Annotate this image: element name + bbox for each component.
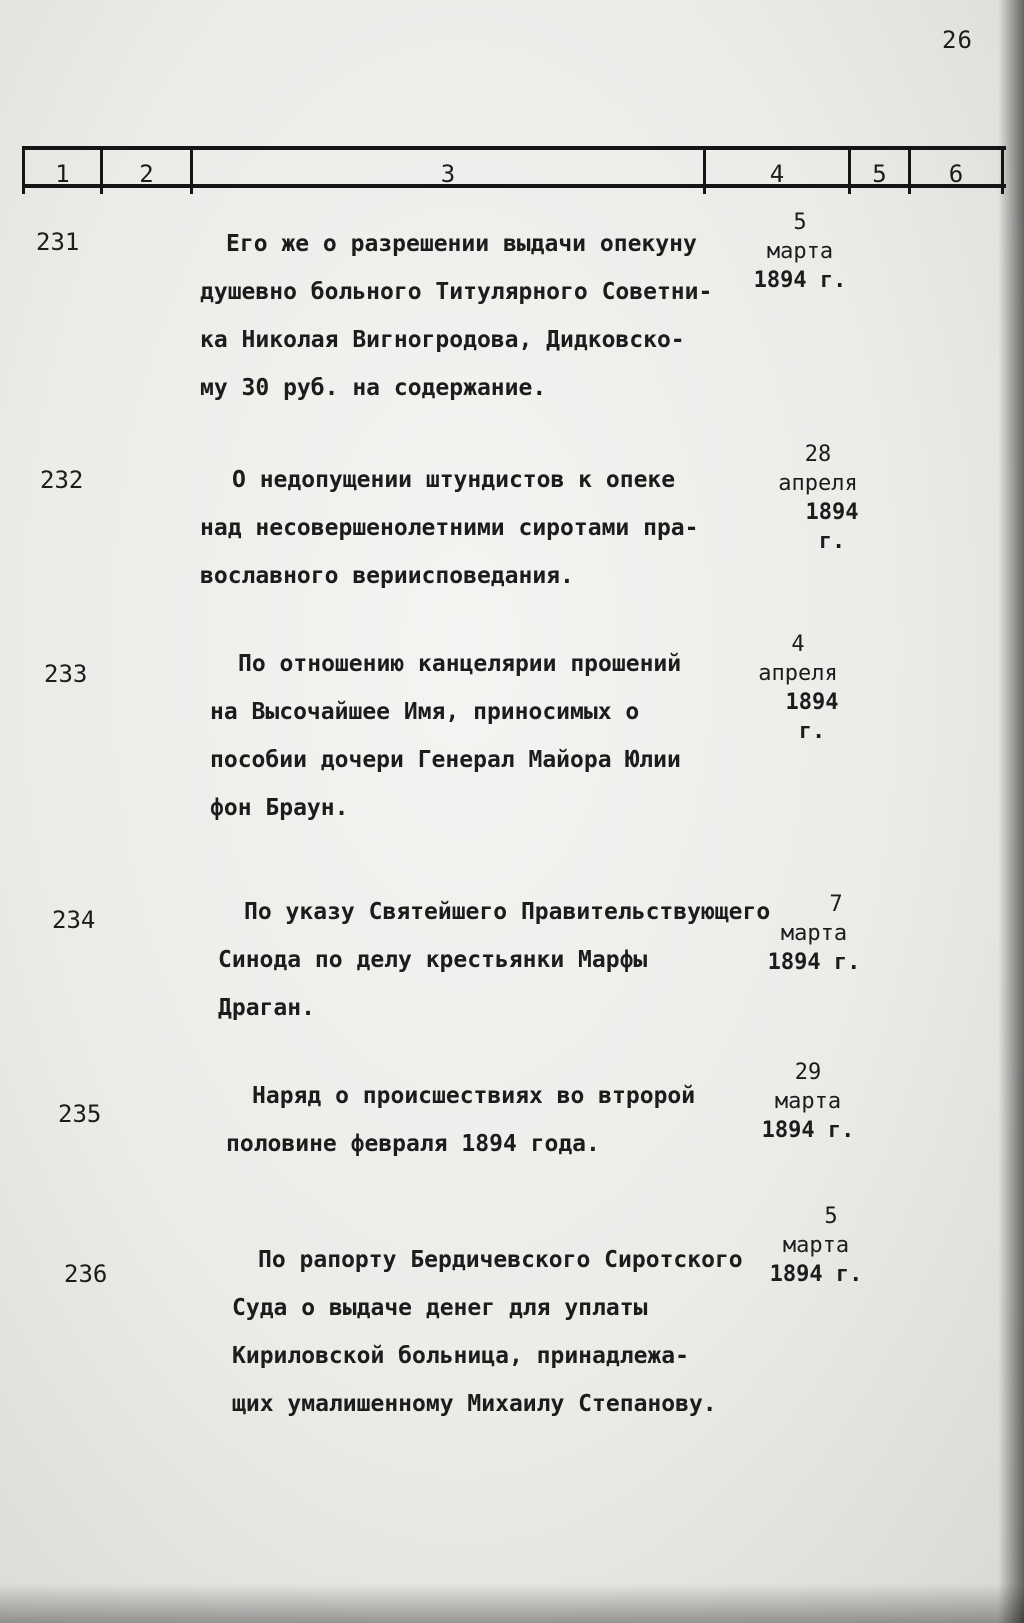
date-month: марта	[774, 1089, 842, 1114]
date-month: марта	[766, 239, 834, 264]
description-line: Его же о разрешении выдачи опекуну	[226, 231, 697, 257]
date-year: 1894 г.	[769, 1262, 863, 1287]
date-day: 5	[824, 1204, 838, 1229]
date-month: марта	[782, 1233, 850, 1258]
entry-date	[754, 890, 874, 977]
column-header-4: 4	[769, 160, 785, 188]
description-line: По указу Святейшего Правительствующего	[244, 899, 771, 925]
description-line: Наряд о происшествиях во втророй	[252, 1083, 696, 1109]
date-day: 4	[791, 632, 805, 657]
entry-description	[226, 1072, 695, 1168]
description-line: над несовершенолетними сиротами пра-	[200, 515, 699, 541]
entry-date	[740, 208, 860, 295]
description-line: щих умалишенному Михаилу Степанову.	[232, 1391, 717, 1417]
entry-number: 232	[40, 466, 84, 494]
date-year: 1894 г.	[767, 950, 861, 975]
header-top-rule	[22, 146, 1006, 150]
description-line: Синода по делу крестьянки Марфы	[218, 947, 648, 973]
date-year: 1894 г.	[761, 1118, 855, 1143]
entry-description	[200, 220, 712, 412]
description-line: Суда о выдаче денег для уплаты	[232, 1295, 648, 1321]
description-line: вославного вериисповедания.	[200, 563, 574, 589]
entry-date	[758, 440, 878, 556]
date-month: апреля	[778, 471, 858, 496]
entry-number: 234	[52, 906, 96, 934]
entry-number: 233	[44, 660, 88, 688]
date-day: 29	[794, 1060, 822, 1085]
description-line: По отношению канцелярии прошений	[238, 651, 682, 677]
date-month: марта	[780, 921, 848, 946]
description-line: душевно больного Титулярного Советни-	[200, 279, 713, 305]
column-header-1: 1	[55, 160, 70, 188]
date-day: 5	[793, 210, 807, 235]
description-line: фон Браун.	[210, 795, 349, 821]
date-day: 28	[804, 442, 832, 467]
description-line: По рапорту Бердичевского Сиротского	[258, 1247, 743, 1273]
description-line: Кириловской больница, принадлежа-	[232, 1343, 689, 1369]
description-line: Драган.	[218, 995, 315, 1021]
description-line: пособии дочери Генерал Майора Юлии	[210, 747, 681, 773]
entry-description	[232, 1236, 743, 1428]
entry-description	[218, 888, 770, 1032]
date-year: 1894 г.	[785, 690, 839, 744]
description-line: О недопущении штундистов к опеке	[232, 467, 676, 493]
date-day: 7	[829, 892, 843, 917]
entry-description	[210, 640, 681, 832]
page-edge-shadow	[998, 0, 1024, 1623]
entry-number: 235	[58, 1100, 102, 1128]
date-month: апреля	[758, 661, 838, 686]
column-header-3: 3	[440, 160, 456, 188]
date-year: 1894 г.	[753, 268, 847, 293]
entry-number: 231	[36, 228, 80, 256]
description-line: ка Николая Вигногродова, Дидковско-	[200, 327, 685, 353]
entry-date	[756, 1202, 876, 1289]
description-line: половине февраля 1894 года.	[226, 1131, 600, 1157]
page-number: 26	[942, 26, 973, 54]
column-header-6: 6	[948, 160, 964, 188]
column-header-5: 5	[872, 160, 887, 188]
description-line: му 30 руб. на содержание.	[200, 375, 547, 401]
entry-date	[748, 1058, 868, 1145]
date-year: 1894 г.	[805, 500, 859, 554]
page-bottom-shadow	[0, 1583, 1024, 1623]
entry-description	[200, 456, 699, 600]
description-line: на Высочайшее Имя, приносимых о	[210, 699, 640, 725]
header-divider	[1001, 146, 1004, 194]
column-header-2: 2	[139, 160, 154, 188]
entry-date	[738, 630, 858, 746]
entry-number: 236	[64, 1260, 108, 1288]
